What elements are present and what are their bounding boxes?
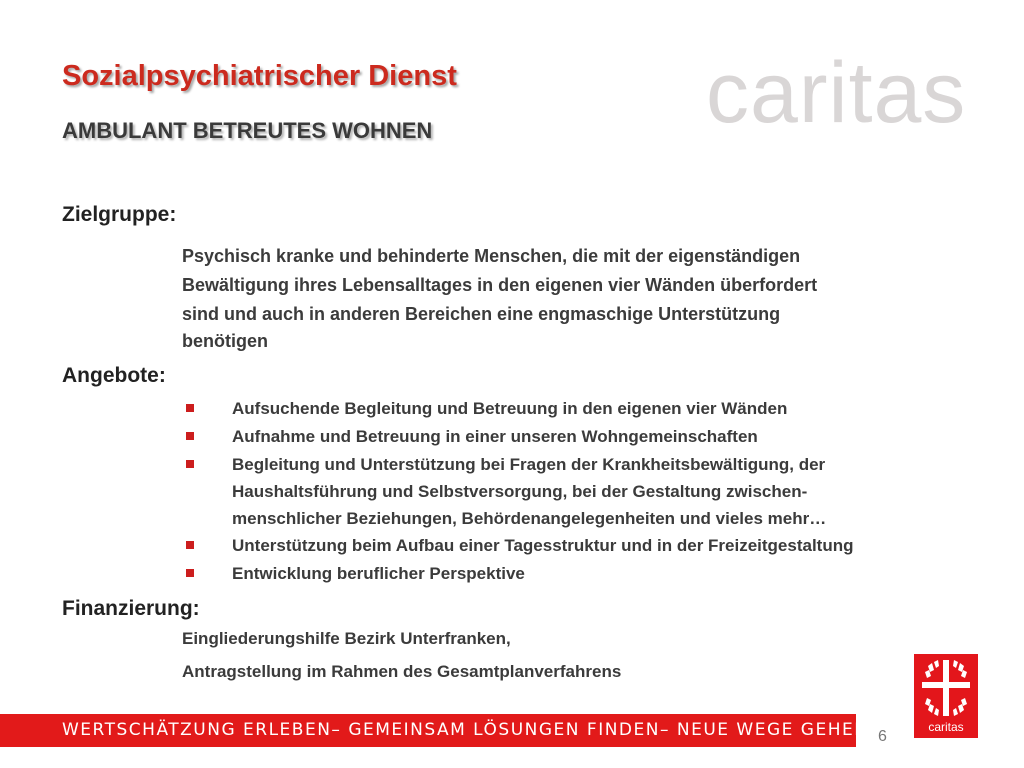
square-bullet-icon	[186, 432, 194, 440]
angebote-heading: Angebote:	[62, 364, 166, 387]
list-item-text: Entwicklung beruflicher Perspektive	[232, 564, 525, 583]
finanzierung-line: Eingliederungshilfe Bezirk Unterfranken,	[182, 629, 511, 648]
square-bullet-icon	[186, 404, 194, 412]
footer-banner-text: WERTSCHÄTZUNG ERLEBEN– GEMEINSAM LÖSUNGEN FINDEN– NEUE WEGE GEHEN	[62, 720, 869, 740]
list-item	[184, 423, 1020, 451]
list-item	[184, 395, 1020, 423]
zielgruppe-line: benötigen	[182, 331, 268, 351]
square-bullet-icon	[186, 460, 194, 468]
list-item-text: Aufsuchende Begleitung und Betreuung in den eigenen vier Wänden	[232, 399, 788, 418]
footer-banner	[0, 714, 869, 747]
list-item-text: menschlicher Beziehungen, Behördenangelegenheiten und vieles mehr…	[232, 509, 827, 528]
caritas-logo	[914, 654, 978, 738]
list-item	[184, 560, 1020, 588]
square-bullet-icon	[186, 541, 194, 549]
list-item	[184, 451, 1020, 532]
list-item-text: Haushaltsführung und Selbstversorgung, bei der Gestaltung zwischen-	[232, 482, 808, 501]
zielgruppe-line: Psychisch kranke und behinderte Menschen, die mit der eigenständigen	[182, 246, 801, 266]
caritas-watermark: caritas	[706, 45, 967, 141]
list-item-text: Aufnahme und Betreuung in einer unseren Wohngemeinschaften	[232, 427, 758, 446]
list-item	[184, 532, 1020, 560]
zielgruppe-line: sind und auch in anderen Bereichen eine engmaschige Unterstützung	[182, 304, 781, 324]
caritas-logo-text: caritas	[928, 720, 964, 734]
finanzierung-heading: Finanzierung:	[62, 597, 200, 620]
angebote-list	[184, 395, 1020, 588]
list-item-text: Unterstützung beim Aufbau einer Tagesstruktur und in der Freizeitgestaltung	[232, 536, 854, 555]
list-item-text: Begleitung und Unterstützung bei Fragen der Krankheitsbewältigung, der	[232, 455, 826, 474]
caritas-flame-cross-icon	[922, 660, 970, 716]
square-bullet-icon	[186, 569, 194, 577]
page-title: Sozialpsychiatrischer Dienst	[62, 60, 457, 92]
zielgruppe-line: Bewältigung ihres Lebensalltages in den eigenen vier Wänden überfordert	[182, 275, 818, 295]
page-subtitle: AMBULANT BETREUTES WOHNEN	[62, 118, 433, 143]
zielgruppe-text	[182, 242, 1002, 355]
finanzierung-line: Antragstellung im Rahmen des Gesamtplanverfahrens	[182, 662, 622, 681]
zielgruppe-heading: Zielgruppe:	[62, 203, 177, 226]
page-number: 6	[878, 728, 887, 745]
